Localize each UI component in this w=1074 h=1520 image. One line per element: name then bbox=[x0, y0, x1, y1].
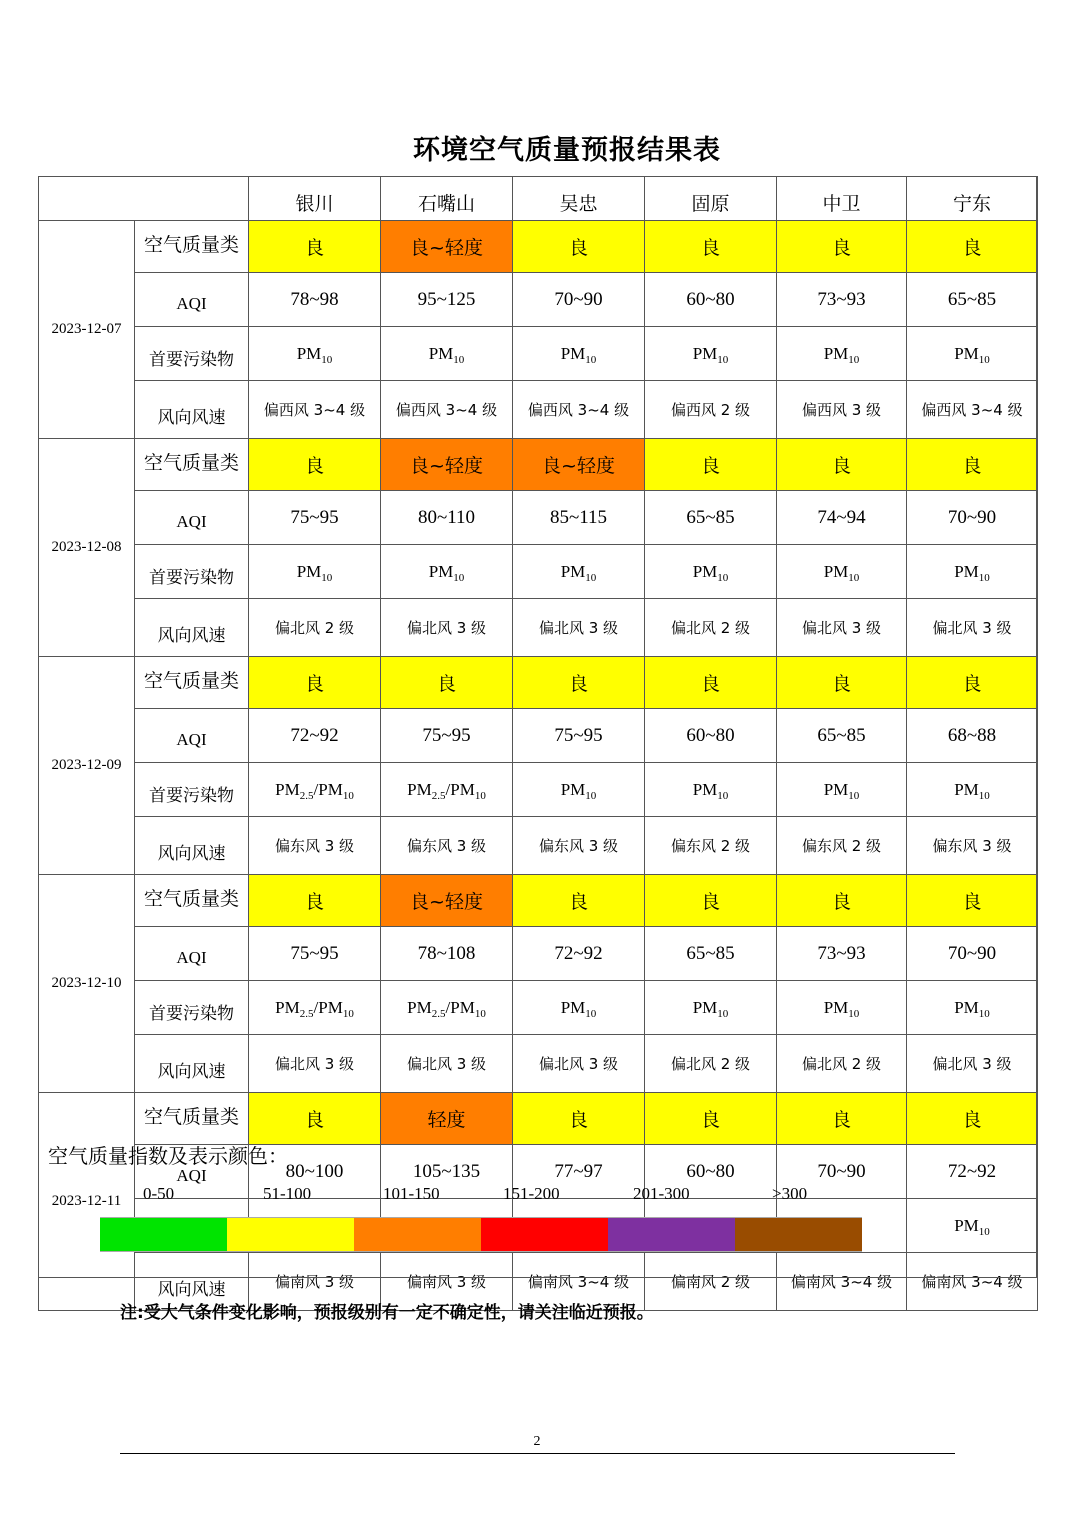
page-number: 2 bbox=[533, 1434, 541, 1449]
wind-cell: 偏北风 3 级 bbox=[777, 599, 907, 657]
row-label-category: 空气质量类 bbox=[135, 439, 249, 491]
category-cell: 良 bbox=[249, 657, 381, 709]
aqi-cell: 65~85 bbox=[645, 491, 777, 545]
wind-cell: 偏南风 3 级 bbox=[381, 1253, 513, 1311]
wind-cell: 偏北风 3 级 bbox=[381, 1035, 513, 1093]
aqi-cell: 72~92 bbox=[907, 1145, 1038, 1199]
wind-cell: 偏北风 3 级 bbox=[513, 1035, 645, 1093]
category-cell: 良 bbox=[513, 221, 645, 273]
aqi-cell: 60~80 bbox=[645, 273, 777, 327]
pollutant-cell: $PM_{10}$ bbox=[381, 545, 513, 599]
aqi-cell: 77~97 bbox=[513, 1145, 645, 1199]
category-cell: 良~轻度 bbox=[513, 439, 645, 491]
pollutant-cell: $PM_{10}$ bbox=[777, 545, 907, 599]
legend-range-label: >300 bbox=[772, 1184, 808, 1203]
wind-cell: 偏南风 3 级 bbox=[249, 1253, 381, 1311]
pollutant-cell: $PM_{2.5}/PM_{10}$ bbox=[381, 981, 513, 1035]
legend-swatch bbox=[608, 1217, 735, 1252]
legend-range-label: 51-100 bbox=[263, 1184, 312, 1203]
aqi-cell: 60~80 bbox=[645, 1145, 777, 1199]
wind-cell: 偏东风 2 级 bbox=[777, 817, 907, 875]
category-cell: 良 bbox=[645, 221, 777, 273]
category-cell: 良 bbox=[777, 875, 907, 927]
aqi-cell: 75~95 bbox=[249, 927, 381, 981]
legend-swatch bbox=[481, 1217, 608, 1252]
wind-cell: 偏南风 3~4 级 bbox=[907, 1253, 1038, 1311]
aqi-cell: 68~88 bbox=[907, 709, 1038, 763]
footer-rule bbox=[120, 1453, 955, 1454]
pollutant-cell: $PM_{10}$ bbox=[907, 763, 1038, 817]
wind-cell: 偏南风 2 级 bbox=[645, 1253, 777, 1311]
wind-cell: 偏东风 3 级 bbox=[513, 817, 645, 875]
page-title: 环境空气质量预报结果表 bbox=[413, 135, 721, 166]
date-cell: 2023-12-09 bbox=[39, 657, 135, 875]
date-cell: 2023-12-10 bbox=[39, 875, 135, 1093]
category-cell: 良 bbox=[777, 221, 907, 273]
wind-cell: 偏西风 3~4 级 bbox=[907, 381, 1038, 439]
date-cell: 2023-12-08 bbox=[39, 439, 135, 657]
city-header: 吴忠 bbox=[513, 177, 645, 221]
row-label-aqi: AQI bbox=[135, 1145, 249, 1199]
aqi-cell: 72~92 bbox=[249, 709, 381, 763]
category-cell: 良 bbox=[249, 875, 381, 927]
row-label-pollutant: 首要污染物 bbox=[135, 763, 249, 817]
category-cell: 良 bbox=[513, 657, 645, 709]
pollutant-cell: $PM_{10}$ bbox=[513, 327, 645, 381]
aqi-cell: 70~90 bbox=[907, 927, 1038, 981]
row-label-category: 空气质量类 bbox=[135, 657, 249, 709]
pollutant-cell: $PM_{2.5}/PM_{10}$ bbox=[249, 763, 381, 817]
pollutant-cell: $PM_{10}$ bbox=[907, 981, 1038, 1035]
category-cell: 轻度 bbox=[381, 1093, 513, 1145]
pollutant-cell: $PM_{10}$ bbox=[777, 327, 907, 381]
city-header: 石嘴山 bbox=[381, 177, 513, 221]
pollutant-cell: $PM_{10}$ bbox=[513, 763, 645, 817]
aqi-cell: 70~90 bbox=[513, 273, 645, 327]
aqi-cell: 65~85 bbox=[907, 273, 1038, 327]
pollutant-cell: $PM_{10}$ bbox=[645, 327, 777, 381]
wind-cell: 偏西风 2 级 bbox=[645, 381, 777, 439]
row-label-aqi: AQI bbox=[135, 927, 249, 981]
wind-cell: 偏北风 3 级 bbox=[907, 599, 1038, 657]
pollutant-cell: $PM_{10}$ bbox=[249, 545, 381, 599]
category-cell: 良 bbox=[645, 875, 777, 927]
category-cell: 良 bbox=[907, 657, 1038, 709]
aqi-cell: 60~80 bbox=[645, 709, 777, 763]
city-header: 银川 bbox=[249, 177, 381, 221]
date-cell: 2023-12-11 bbox=[39, 1093, 135, 1311]
row-label-category: 空气质量类 bbox=[135, 875, 249, 927]
pollutant-cell: $PM_{10}$ bbox=[645, 763, 777, 817]
category-cell: 良 bbox=[645, 1093, 777, 1145]
pollutant-cell: $PM_{10}$ bbox=[645, 545, 777, 599]
wind-cell: 偏西风 3~4 级 bbox=[381, 381, 513, 439]
category-cell: 良 bbox=[907, 221, 1038, 273]
aqi-cell: 95~125 bbox=[381, 273, 513, 327]
pollutant-cell: $PM_{10}$ bbox=[777, 763, 907, 817]
row-label-category: 空气质量类 bbox=[135, 221, 249, 273]
pollutant-cell: $PM_{10}$ bbox=[513, 981, 645, 1035]
row-label-aqi: AQI bbox=[135, 273, 249, 327]
wind-cell: 偏东风 2 级 bbox=[645, 817, 777, 875]
legend-range-label: 101-150 bbox=[383, 1184, 440, 1203]
legend-swatch bbox=[100, 1217, 227, 1252]
category-cell: 良 bbox=[907, 1093, 1038, 1145]
category-cell: 良 bbox=[777, 439, 907, 491]
aqi-cell: 73~93 bbox=[777, 273, 907, 327]
category-cell: 良~轻度 bbox=[381, 221, 513, 273]
row-label-pollutant: 首要污染物 bbox=[135, 545, 249, 599]
wind-cell: 偏西风 3 级 bbox=[777, 381, 907, 439]
aqi-cell: 70~90 bbox=[777, 1145, 907, 1199]
wind-cell: 偏北风 2 级 bbox=[777, 1035, 907, 1093]
wind-cell: 偏东风 3 级 bbox=[249, 817, 381, 875]
row-label-wind: 风向风速 bbox=[135, 1253, 249, 1311]
aqi-cell: 80~100 bbox=[249, 1145, 381, 1199]
wind-cell: 偏东风 3 级 bbox=[907, 817, 1038, 875]
category-cell: 良 bbox=[249, 221, 381, 273]
aqi-cell: 70~90 bbox=[907, 491, 1038, 545]
legend-range-label: 201-300 bbox=[633, 1184, 690, 1203]
category-cell: 良 bbox=[777, 1093, 907, 1145]
aqi-cell: 75~95 bbox=[381, 709, 513, 763]
wind-cell: 偏北风 2 级 bbox=[249, 599, 381, 657]
pollutant-cell: $PM_{10}$ bbox=[907, 1199, 1038, 1253]
category-cell: 良 bbox=[777, 657, 907, 709]
aqi-cell: 105~135 bbox=[381, 1145, 513, 1199]
aqi-cell: 85~115 bbox=[513, 491, 645, 545]
legend-title: 空气质量指数及表示颜色： bbox=[48, 1144, 288, 1168]
pollutant-cell: $PM_{10}$ bbox=[381, 327, 513, 381]
aqi-cell: 80~110 bbox=[381, 491, 513, 545]
wind-cell: 偏南风 3~4 级 bbox=[513, 1253, 645, 1311]
pollutant-cell: $PM_{10}$ bbox=[645, 981, 777, 1035]
wind-cell: 偏西风 3~4 级 bbox=[249, 381, 381, 439]
wind-cell: 偏西风 3~4 级 bbox=[513, 381, 645, 439]
date-cell: 2023-12-07 bbox=[39, 221, 135, 439]
aqi-cell: 73~93 bbox=[777, 927, 907, 981]
row-label-wind: 风向风速 bbox=[135, 599, 249, 657]
row-label-wind: 风向风速 bbox=[135, 817, 249, 875]
forecast-note: 注:受大气条件变化影响，预报级别有一定不确定性，请关注临近预报。 bbox=[120, 1303, 654, 1323]
wind-cell: 偏北风 2 级 bbox=[645, 1035, 777, 1093]
row-label-category: 空气质量类 bbox=[135, 1093, 249, 1145]
category-cell: 良 bbox=[513, 1093, 645, 1145]
pollutant-cell: $PM_{10}$ bbox=[777, 981, 907, 1035]
row-label-wind: 风向风速 bbox=[135, 1035, 249, 1093]
legend-swatch bbox=[354, 1217, 481, 1252]
row-label-pollutant: 首要污染物 bbox=[135, 327, 249, 381]
category-cell: 良 bbox=[645, 439, 777, 491]
wind-cell: 偏北风 2 级 bbox=[645, 599, 777, 657]
category-cell: 良 bbox=[381, 657, 513, 709]
city-header: 固原 bbox=[645, 177, 777, 221]
pollutant-cell: $PM_{2.5}/PM_{10}$ bbox=[249, 981, 381, 1035]
row-label-aqi: AQI bbox=[135, 709, 249, 763]
wind-cell: 偏北风 3 级 bbox=[381, 599, 513, 657]
pollutant-cell: $PM_{10}$ bbox=[907, 545, 1038, 599]
wind-cell: 偏东风 3 级 bbox=[381, 817, 513, 875]
pollutant-cell: $PM_{10}$ bbox=[249, 327, 381, 381]
pollutant-cell: $PM_{10}$ bbox=[513, 545, 645, 599]
wind-cell: 偏南风 3~4 级 bbox=[777, 1253, 907, 1311]
wind-cell: 偏北风 3 级 bbox=[513, 599, 645, 657]
wind-cell: 偏北风 3 级 bbox=[249, 1035, 381, 1093]
category-cell: 良~轻度 bbox=[381, 875, 513, 927]
aqi-cell: 65~85 bbox=[645, 927, 777, 981]
city-header: 中卫 bbox=[777, 177, 907, 221]
legend-range-label: 151-200 bbox=[503, 1184, 560, 1203]
row-label-wind: 风向风速 bbox=[135, 381, 249, 439]
aqi-cell: 78~108 bbox=[381, 927, 513, 981]
legend-swatch bbox=[227, 1217, 354, 1252]
legend-range-label: 0-50 bbox=[143, 1184, 175, 1203]
aqi-cell: 74~94 bbox=[777, 491, 907, 545]
aqi-cell: 78~98 bbox=[249, 273, 381, 327]
aqi-cell: 72~92 bbox=[513, 927, 645, 981]
category-cell: 良 bbox=[249, 1093, 381, 1145]
category-cell: 良 bbox=[249, 439, 381, 491]
aqi-cell: 75~95 bbox=[249, 491, 381, 545]
category-cell: 良 bbox=[907, 875, 1038, 927]
category-cell: 良~轻度 bbox=[381, 439, 513, 491]
aqi-cell: 75~95 bbox=[513, 709, 645, 763]
aqi-cell: 65~85 bbox=[777, 709, 907, 763]
category-cell: 良 bbox=[907, 439, 1038, 491]
legend-swatch bbox=[735, 1217, 862, 1252]
category-cell: 良 bbox=[645, 657, 777, 709]
row-label-aqi: AQI bbox=[135, 491, 249, 545]
pollutant-cell: $PM_{2.5}/PM_{10}$ bbox=[381, 763, 513, 817]
city-header: 宁东 bbox=[907, 177, 1038, 221]
category-cell: 良 bbox=[513, 875, 645, 927]
row-label-pollutant: 首要污染物 bbox=[135, 981, 249, 1035]
table-frame bbox=[38, 176, 1037, 1278]
wind-cell: 偏北风 3 级 bbox=[907, 1035, 1038, 1093]
pollutant-cell: $PM_{10}$ bbox=[907, 327, 1038, 381]
